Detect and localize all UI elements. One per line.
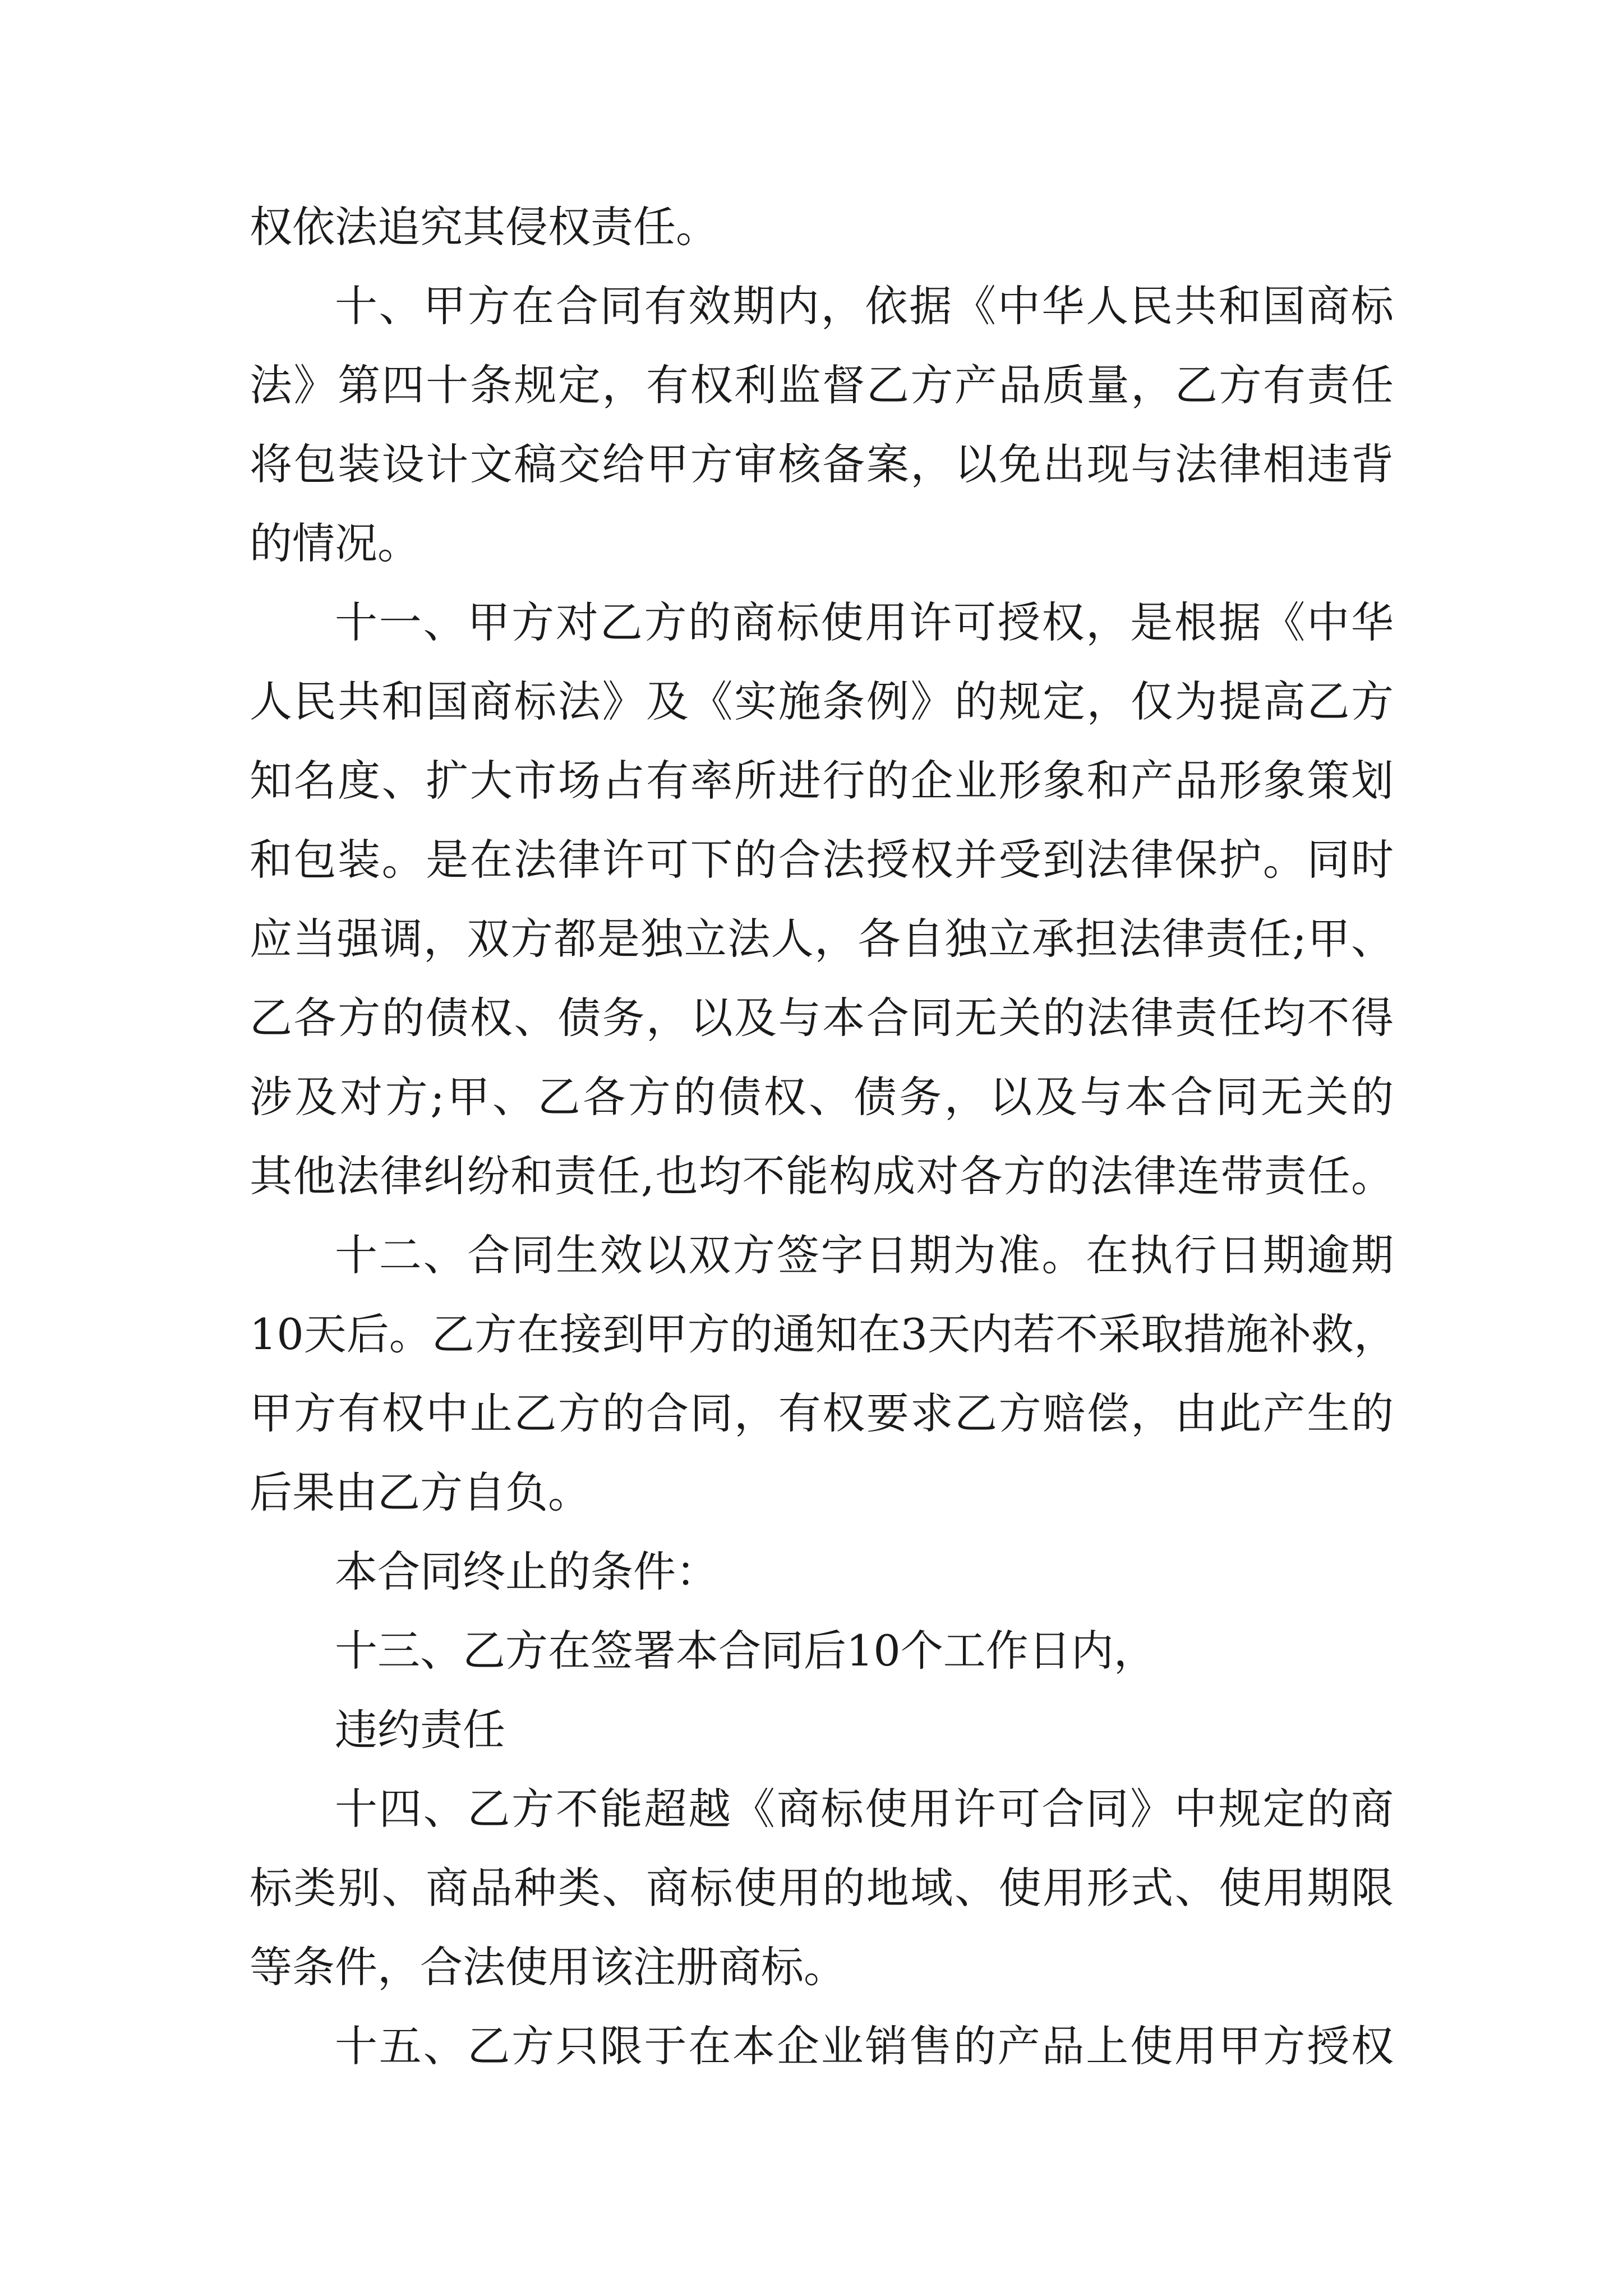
- text-line: 十五、乙方只限于在本企业销售的产品上使用甲方授权: [335, 2021, 1394, 2071]
- text-line: 十四、乙方不能超越《商标使用许可合同》中规定的商: [335, 1784, 1394, 1834]
- text-line: 人民共和国商标法》及《实施条例》的规定，仅为提高乙方: [250, 677, 1394, 726]
- text-line: 其他法律纠纷和责任,也均不能构成对各方的法律连带责任。: [250, 1151, 1394, 1201]
- text-line: 和包装。是在法律许可下的合法授权并受到法律保护。同时: [250, 835, 1394, 885]
- text-line: 涉及对方;甲、乙各方的债权、债务，以及与本合同无关的: [250, 1072, 1394, 1122]
- text-line: 后果由乙方自负。: [250, 1467, 591, 1517]
- text-line: 十一、甲方对乙方的商标使用许可授权，是根据《中华: [335, 597, 1394, 647]
- text-line: 的情况。: [250, 518, 420, 568]
- text-line: 标类别、商品种类、商标使用的地域、使用形式、使用期限: [250, 1863, 1394, 1913]
- text-line: 本合同终止的条件：: [335, 1547, 718, 1596]
- text-line: 十三、乙方在签署本合同后10个工作日内，: [335, 1626, 1156, 1676]
- text-line: 知名度、扩大市场占有率所进行的企业形象和产品形象策划: [250, 756, 1394, 806]
- text-line: 等条件，合法使用该注册商标。: [250, 1942, 846, 1992]
- text-line: 应当强调，双方都是独立法人，各自独立承担法律责任;甲、: [250, 914, 1394, 964]
- text-line: 法》第四十条规定，有权利监督乙方产品质量，乙方有责任: [250, 360, 1394, 410]
- text-line: 10天后。乙方在接到甲方的通知在3天内若不采取措施补救，: [250, 1309, 1397, 1359]
- section-heading: 违约责任: [335, 1705, 505, 1755]
- text-line: 将包装设计文稿交给甲方审核备案，以免出现与法律相违背: [250, 439, 1394, 489]
- text-line: 乙各方的债权、债务，以及与本合同无关的法律责任均不得: [250, 993, 1394, 1043]
- text-line: 十二、合同生效以双方签字日期为准。在执行日期逾期: [335, 1230, 1394, 1280]
- text-line: 十、甲方在合同有效期内，依据《中华人民共和国商标: [335, 281, 1394, 331]
- text-line: 权依法追究其侵权责任。: [250, 202, 718, 252]
- text-line: 甲方有权中止乙方的合同，有权要求乙方赔偿，由此产生的: [250, 1388, 1394, 1438]
